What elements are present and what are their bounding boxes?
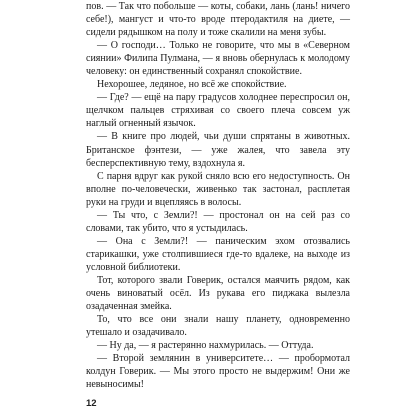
paragraph: — Где? — ещё на пару градусов холоднее переспросил он, щелчком пальцев стряхивая со своего плеча совсем уж наглый огненный язычок.: [86, 92, 350, 130]
paragraph: — О господи… Только не говорите, что мы в «Северном сиянии» Филипа Пулмана, — я вновь обернулась к молодому человеку: он единственный сохранял спокойствие.: [86, 40, 350, 78]
page-number: 12: [86, 398, 97, 409]
paragraph: С парня вдруг как рукой сняло всю его недоступность. Он вполне по-человечески, живенько так застонал, расплетая руки на груди и вцепляясь в волосы.: [86, 170, 350, 208]
paragraph: — Ты что, с Земли?! — простонал он на сей раз со словами, так убито, что я устыдилась.: [86, 209, 350, 234]
paragraph: То, что все они знали нашу планету, одновременно утешало и озадачивало.: [86, 314, 350, 339]
paragraph: пов. — Так что побольше — коты, собаки, лань (лань! ничего себе!), мангуст и что-то вроде птеродактиля на диете, — сидели рядышком на полу и тоже скалили на меня зубы.: [86, 1, 350, 39]
paragraph: — Она с Земли?! — паническим эхом отозвались старикашки, уже столпившиеся где-то вдалеке, на выходе из условной библиотеки.: [86, 235, 350, 273]
page-text: [86, 0, 350, 391]
paragraph: Тот, которого звали Говерик, остался маячить рядом, как очень виноватый осёл. Из рукава его пиджака вылезла озадаченная змейка.: [86, 274, 350, 313]
paragraph: Нехорошее, ледяное, но всё же спокойствие.: [97, 79, 287, 91]
paragraph: — Второй землянин в университете… — пробормотал колдун Говерик. — Мы этого просто не выдержим! Они же невыносимы!: [86, 353, 350, 391]
paragraph: — В книге про людей, чьи души спрятаны в животных. Британское фэнтези, — уже жалея, что завела эту бесперспективную тему, вздохнула я.: [86, 131, 350, 169]
paragraph: — Ну да, — я растерянно нахмурилась. — Оттуда.: [97, 340, 314, 352]
